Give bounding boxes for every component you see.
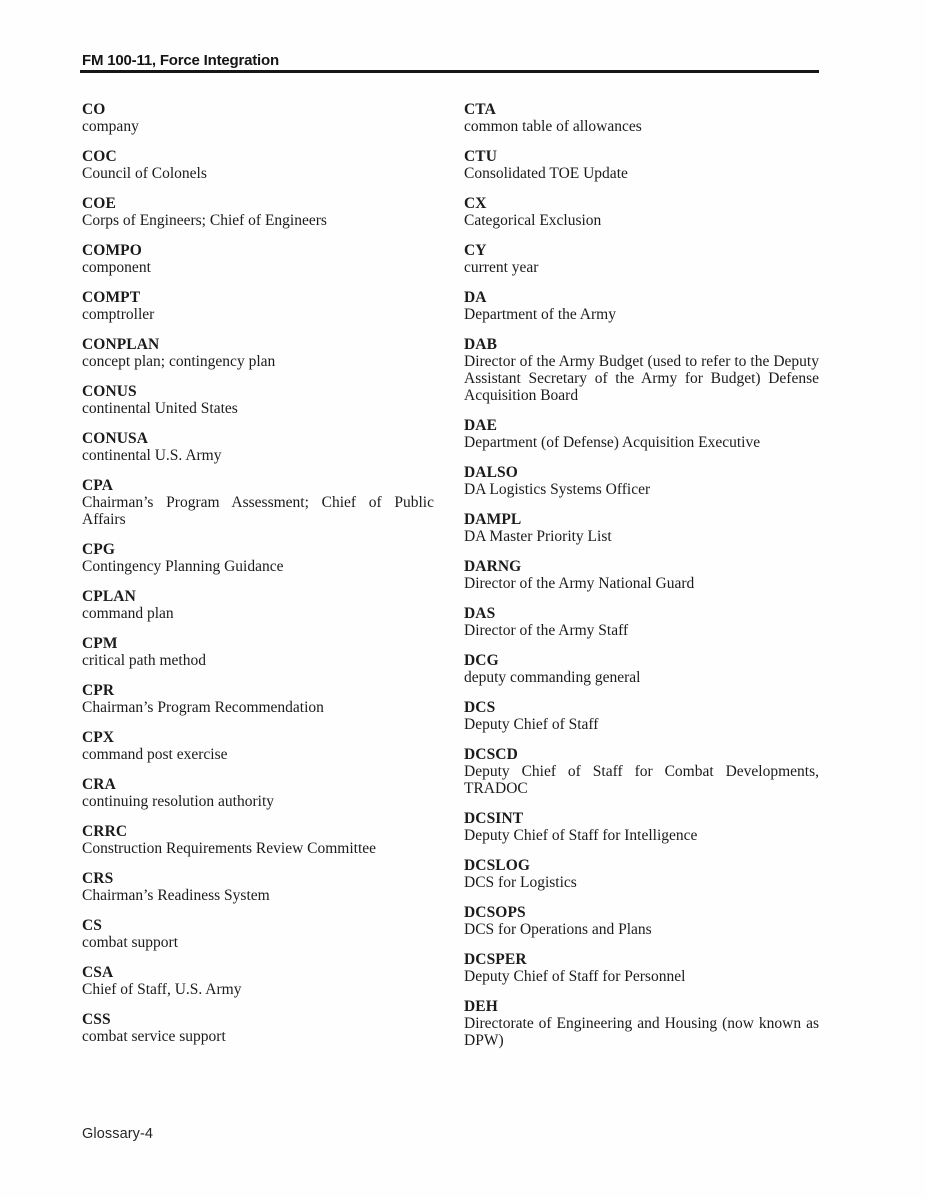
glossary-term: DEH [464, 998, 498, 1015]
glossary-entry [464, 558, 819, 592]
glossary-term: DAE [464, 417, 498, 434]
glossary-definition: Categorical Exclusion [464, 212, 602, 229]
glossary-definition: combat support [82, 934, 178, 951]
glossary-entry [82, 289, 434, 323]
glossary-term: CONUSA [82, 430, 149, 447]
glossary-definition: continental U.S. Army [82, 447, 222, 464]
glossary-definition: Deputy Chief of Staff for Intelligence [464, 827, 698, 844]
glossary-entry [464, 998, 819, 1049]
glossary-entry [464, 699, 819, 733]
glossary-term: CONUS [82, 383, 137, 400]
glossary-definition: deputy commanding general [464, 669, 641, 686]
glossary-definition: component [82, 259, 151, 276]
glossary-entry [464, 904, 819, 938]
glossary-column-right [464, 101, 819, 1049]
glossary-term: DA [464, 289, 487, 306]
glossary-definition: DA Logistics Systems Officer [464, 481, 651, 498]
glossary-entry [82, 729, 434, 763]
glossary-definition: DCS for Operations and Plans [464, 921, 652, 938]
glossary-columns [82, 101, 819, 1049]
glossary-entry [464, 951, 819, 985]
glossary-definition: continental United States [82, 400, 238, 417]
glossary-term: DALSO [464, 464, 518, 481]
glossary-entry [464, 605, 819, 639]
glossary-term: CSS [82, 1011, 111, 1028]
document-header-title: FM 100-11, Force Integration [82, 52, 279, 69]
glossary-definition: Director of the Army Staff [464, 622, 629, 639]
glossary-definition: comptroller [82, 306, 155, 323]
glossary-definition: Directorate of Engineering and Housing (now known as DPW) [464, 1015, 819, 1049]
glossary-definition: concept plan; contingency plan [82, 353, 276, 370]
glossary-term: CS [82, 917, 103, 934]
glossary-term: DCSINT [464, 810, 524, 827]
glossary-entry [464, 417, 819, 451]
glossary-entry [82, 917, 434, 951]
glossary-entry [82, 635, 434, 669]
glossary-term: DCSCD [464, 746, 518, 763]
glossary-entry [82, 430, 434, 464]
glossary-term: CPR [82, 682, 115, 699]
glossary-term: CSA [82, 964, 114, 981]
glossary-term: DCSLOG [464, 857, 531, 874]
glossary-definition: Corps of Engineers; Chief of Engineers [82, 212, 327, 229]
glossary-column-left [82, 101, 434, 1049]
glossary-definition: Consolidated TOE Update [464, 165, 628, 182]
glossary-term: CRA [82, 776, 116, 793]
glossary-term: DCSOPS [464, 904, 526, 921]
glossary-definition: Contingency Planning Guidance [82, 558, 284, 575]
glossary-definition: combat service support [82, 1028, 226, 1045]
glossary-definition: Deputy Chief of Staff [464, 716, 599, 733]
glossary-entry [82, 823, 434, 857]
glossary-entry [464, 336, 819, 404]
glossary-term: CTA [464, 101, 496, 118]
glossary-term: DAB [464, 336, 498, 353]
glossary-entry [464, 101, 819, 135]
glossary-entry [82, 776, 434, 810]
glossary-entry [82, 477, 434, 528]
glossary-definition: Chairman’s Program Assessment; Chief of Public Affairs [82, 494, 434, 528]
glossary-definition: command plan [82, 605, 174, 622]
glossary-definition: company [82, 118, 139, 135]
glossary-definition: Department (of Defense) Acquisition Executive [464, 434, 761, 451]
glossary-definition: continuing resolution authority [82, 793, 275, 810]
glossary-entry [464, 148, 819, 182]
glossary-definition: DA Master Priority List [464, 528, 612, 545]
glossary-term: CTU [464, 148, 498, 165]
glossary-term: DARNG [464, 558, 522, 575]
glossary-definition: Deputy Chief of Staff for Personnel [464, 968, 686, 985]
glossary-term: DCG [464, 652, 499, 669]
header-rule [80, 70, 819, 73]
glossary-term: CX [464, 195, 487, 212]
glossary-entry [464, 195, 819, 229]
glossary-definition: Construction Requirements Review Committee [82, 840, 377, 857]
glossary-definition: Chairman’s Readiness System [82, 887, 270, 904]
glossary-definition: Director of the Army Budget (used to refer to the Deputy Assistant Secretary of the Army for Budget) Defense Acquisition Board [464, 353, 819, 404]
glossary-term: COE [82, 195, 116, 212]
glossary-term: CPX [82, 729, 115, 746]
glossary-entry [464, 652, 819, 686]
glossary-term: DAMPL [464, 511, 522, 528]
glossary-term: CRS [82, 870, 114, 887]
glossary-entry [82, 1011, 434, 1045]
glossary-entry [82, 101, 434, 135]
glossary-term: CO [82, 101, 106, 118]
glossary-term: CPLAN [82, 588, 136, 605]
glossary-definition: Director of the Army National Guard [464, 575, 695, 592]
glossary-entry [82, 964, 434, 998]
glossary-term: CONPLAN [82, 336, 160, 353]
glossary-term: DCSPER [464, 951, 527, 968]
glossary-entry [464, 242, 819, 276]
glossary-definition: critical path method [82, 652, 206, 669]
glossary-entry [82, 588, 434, 622]
glossary-definition: Department of the Army [464, 306, 616, 323]
glossary-entry [464, 857, 819, 891]
glossary-definition: DCS for Logistics [464, 874, 577, 891]
glossary-term: COMPO [82, 242, 142, 259]
glossary-term: CPM [82, 635, 118, 652]
glossary-entry [464, 289, 819, 323]
glossary-entry [82, 383, 434, 417]
glossary-entry [82, 148, 434, 182]
glossary-term: COMPT [82, 289, 141, 306]
glossary-term: CPA [82, 477, 114, 494]
glossary-definition: command post exercise [82, 746, 228, 763]
glossary-term: COC [82, 148, 117, 165]
glossary-entry [82, 195, 434, 229]
glossary-definition: Chairman’s Program Recommendation [82, 699, 324, 716]
glossary-definition: Chief of Staff, U.S. Army [82, 981, 242, 998]
glossary-definition: Deputy Chief of Staff for Combat Developments, TRADOC [464, 763, 819, 797]
glossary-term: DCS [464, 699, 496, 716]
glossary-term: DAS [464, 605, 496, 622]
glossary-entry [464, 746, 819, 797]
page-number-label: Glossary-4 [82, 1126, 154, 1142]
glossary-term: CY [464, 242, 487, 259]
glossary-definition: Council of Colonels [82, 165, 207, 182]
glossary-entry [82, 870, 434, 904]
glossary-entry [464, 511, 819, 545]
glossary-entry [82, 541, 434, 575]
glossary-entry [82, 682, 434, 716]
glossary-entry [464, 810, 819, 844]
glossary-entry [82, 242, 434, 276]
glossary-term: CRRC [82, 823, 128, 840]
glossary-entry [82, 336, 434, 370]
glossary-definition: common table of allowances [464, 118, 642, 135]
glossary-definition: current year [464, 259, 539, 276]
glossary-entry [464, 464, 819, 498]
glossary-term: CPG [82, 541, 116, 558]
